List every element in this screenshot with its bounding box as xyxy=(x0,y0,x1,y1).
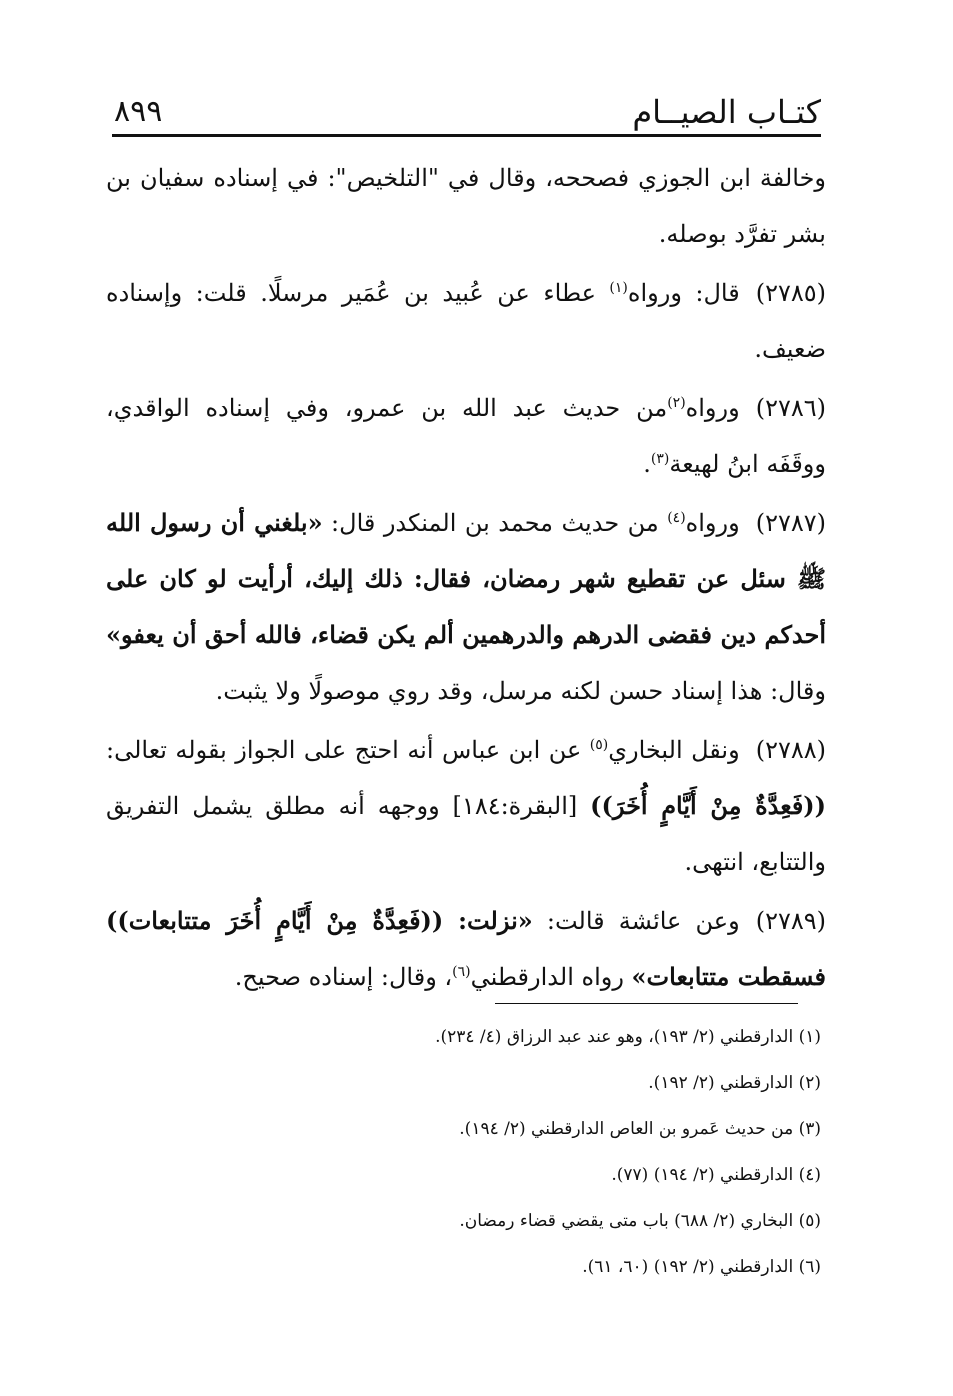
footnote: (١) الدارقطني (٢/ ١٩٣)، وهو عند عبد الرزاق (٤/ ٢٣٤). xyxy=(435,1027,821,1047)
paragraph-2786 xyxy=(106,380,826,492)
footnotes xyxy=(261,1014,821,1290)
paragraph-continuation xyxy=(106,150,826,262)
paragraph-text: من حديث محمد بن المنكدر قال: xyxy=(322,509,668,537)
paragraph-text: . xyxy=(643,450,651,478)
paragraph-text: قال: ورواه xyxy=(627,279,740,307)
paragraph-text: عطاء عن عُبيد بن عُمَير مرسلًا. قلت: وإسناده ضعيف. xyxy=(106,279,826,363)
paragraph-text: ورواه xyxy=(685,509,740,537)
hadith-quote: «بلغني أن رسول الله ﷺ سئل عن تقطيع شهر رمضان، فقال: ذلك إليك، أرأيت لو كان على أحدكم دين فقضى الدرهم والدرهمين ألم يكن قضاء، فالله أحق أن يعفو» xyxy=(106,508,826,649)
main-text xyxy=(106,150,826,1008)
paragraph-text: رواه الدارقطني xyxy=(470,963,632,991)
header-rule xyxy=(112,134,821,137)
paragraph-text: ونقل البخاري xyxy=(608,736,740,764)
paragraph-2789 xyxy=(106,893,826,1005)
entry-number: (٢٧٨٨) xyxy=(755,736,826,764)
chapter-title: كتـاب الصيــام xyxy=(632,93,821,131)
entry-number: (٢٧٨٥) xyxy=(755,279,826,307)
paragraph-text: وقال: هذا إسناد حسن لكنه مرسل، وقد روي موصولًا ولا يثبت. xyxy=(215,677,826,705)
footnote-ref[interactable]: (٥) xyxy=(589,737,609,753)
footnote-separator xyxy=(495,1003,798,1004)
paragraph-2785 xyxy=(106,265,826,377)
paragraph-text: عن ابن عباس أنه احتج على الجواز بقوله تعالى: xyxy=(106,736,590,764)
paragraph-text: ، وقال: إسناده صحيح. xyxy=(234,963,453,991)
paragraph-2788 xyxy=(106,722,826,890)
paragraph-text: [البقرة:١٨٤] ووجهه أنه مطلق يشمل التفريق والتتابع، انتهى. xyxy=(106,792,826,876)
footnote-ref[interactable]: (٣) xyxy=(650,451,670,467)
entry-number: (٢٧٨٩) xyxy=(755,907,826,935)
footnote: (٦) الدارقطني (٢/ ١٩٢) (٦٠، ٦١). xyxy=(582,1257,821,1277)
entry-number: (٢٧٨٦) xyxy=(755,394,826,422)
paragraph-text: ورواه xyxy=(685,394,740,422)
footnote: (٥) البخاري (٢/ ٦٨٨) باب متى يقضي قضاء رمضان. xyxy=(459,1211,821,1231)
footnote-ref[interactable]: (٦) xyxy=(452,964,471,980)
footnote: (٤) الدارقطني (٢/ ١٩٤) (٧٧). xyxy=(611,1165,821,1185)
footnote-ref[interactable]: (٢) xyxy=(667,395,686,411)
running-header xyxy=(112,92,821,138)
page-number: ٨٩٩ xyxy=(114,94,163,129)
footnote: (٣) من حديث عَمرو بن العاص الدارقطني (٢/ ١٩٤). xyxy=(459,1119,821,1139)
paragraph-text: من حديث عبد الله بن عمرو، وفي إسناده الواقدي، ووقَفَه ابنُ لهيعة xyxy=(106,394,826,478)
paragraph-text: وخالفة ابن الجوزي فصححه، وقال في "التلخيص": في إسناده سفيان بن بشر تفرَّد بوصله. xyxy=(106,164,826,248)
entry-number: (٢٧٨٧) xyxy=(755,509,826,537)
paragraph-text: وعن عائشة قالت: xyxy=(532,907,740,935)
footnote: (٢) الدارقطني (٢/ ١٩٢). xyxy=(648,1073,821,1093)
footnote-ref[interactable]: (٤) xyxy=(667,510,686,526)
hadith-quote: «نزلت: ((فَعِدَّةٌ مِنْ أَيَّامٍ أُخَرَ متتابعات)) فسقطت متتابعات» xyxy=(106,906,826,991)
paragraph-2787 xyxy=(106,495,826,719)
footnote-ref[interactable]: (١) xyxy=(609,280,628,296)
quran-quote: ((فَعِدَّةٌ مِنْ أَيَّامٍ أُخَرَ)) xyxy=(590,791,827,820)
